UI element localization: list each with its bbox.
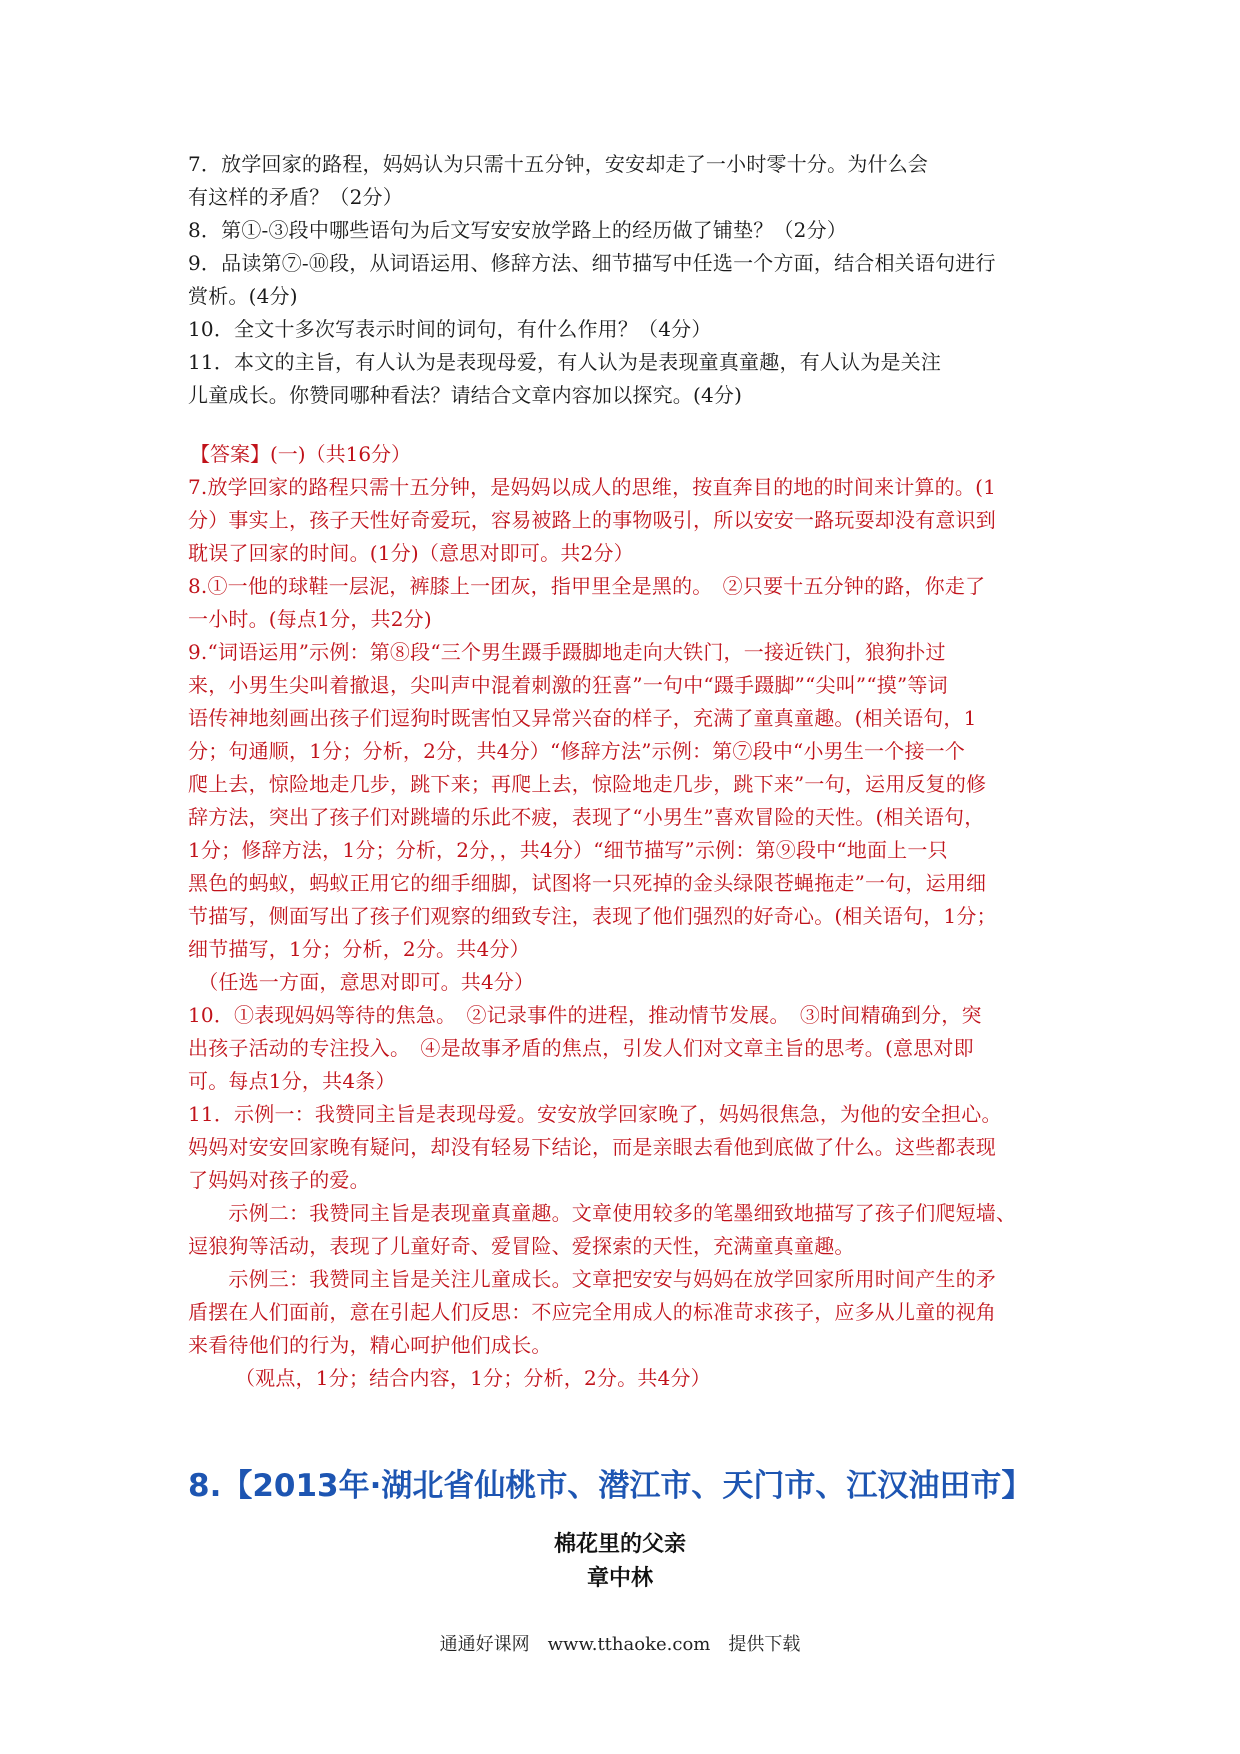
answer-line: （观点，1分；结合内容，1分；分析，2分。共4分） — [188, 1366, 711, 1390]
answer-line: 分）事实上，孩子天性好奇爱玩，容易被路上的事物吸引，所以安安一路玩耍却没有意识到 — [188, 508, 996, 532]
article-title: 棉花里的父亲 — [553, 1532, 686, 1557]
answer-line: 耽误了回家的时间。(1分)（意思对即可。共2分） — [188, 541, 634, 565]
question-line: 10．全文十多次写表示时间的词句，有什么作用？（4分） — [188, 317, 712, 341]
question-line: 11．本文的主旨，有人认为是表现母爱，有人认为是表现童真童趣，有人认为是关注 — [188, 350, 942, 374]
answer-line: 爬上去，惊险地走几步，跳下来；再爬上去，惊险地走几步，跳下来”一句，运用反复的修 — [188, 772, 987, 796]
answer-heading: 【答案】(一)（共16分） — [190, 442, 412, 466]
answer-line: 节描写，侧面写出了孩子们观察的细致专注，表现了他们强烈的好奇心。(相关语句，1分； — [188, 904, 997, 928]
section-title: 8.【2013年·湖北省仙桃市、潜江市、天门市、江汉油田市】 — [188, 1468, 1033, 1504]
answer-block — [188, 438, 1060, 1395]
answer-line: 出孩子活动的专注投入。 ④是故事矛盾的焦点，引发人们对文章主旨的思考。(意思对即 — [188, 1036, 974, 1060]
answer-line: 盾摆在人们面前，意在引起人们反思：不应完全用成人的标准苛求孩子，应多从儿童的视角 — [188, 1300, 996, 1324]
question-line: 有这样的矛盾？（2分） — [188, 185, 403, 209]
answer-line: 示例三：我赞同主旨是关注儿童成长。文章把安安与妈妈在放学回家所用时间产生的矛 — [188, 1267, 996, 1291]
question-line: 9．品读第⑦-⑩段，从词语运用、修辞方法、细节描写中任选一个方面，结合相关语句进行 — [188, 251, 996, 275]
answer-line: 细节描写，1分；分析，2分。共4分） — [188, 937, 530, 961]
answer-line: 逗狼狗等活动，表现了儿童好奇、爱冒险、爱探索的天性，充满童真童趣。 — [188, 1234, 855, 1258]
answer-line: 分；句通顺，1分；分析，2分，共4分）“修辞方法”示例：第⑦段中“小男生一个接一个 — [188, 739, 966, 763]
question-line: 7．放学回家的路程，妈妈认为只需十五分钟，安安却走了一小时零十分。为什么会 — [188, 152, 929, 176]
answer-line: 妈妈对安安回家晚有疑问，却没有轻易下结论，而是亲眼去看他到底做了什么。这些都表现 — [188, 1135, 996, 1159]
answer-line: （任选一方面，意思对即可。共4分） — [188, 970, 535, 994]
answer-line: 7.放学回家的路程只需十五分钟，是妈妈以成人的思维，按直奔目的地的时间来计算的。(1 — [188, 475, 997, 499]
answer-line: 来看待他们的行为，精心呵护他们成长。 — [188, 1333, 552, 1357]
answer-line: 9.“词语运用”示例：第⑧段“三个男生蹑手蹑脚地走向大铁门，一接近铁门，狼狗扑过 — [188, 640, 946, 664]
answer-line: 示例二：我赞同主旨是表现童真童趣。文章使用较多的笔墨细致地描写了孩子们爬短墙、 — [188, 1201, 1017, 1225]
answer-line: 辞方法，突出了孩子们对跳墙的乐此不疲，表现了“小男生”喜欢冒险的天性。(相关语句， — [188, 805, 985, 829]
question-line: 赏析。(4分) — [188, 284, 298, 308]
answer-line: 黑色的蚂蚁，蚂蚁正用它的细手细脚，试图将一只死掉的金头绿限苍蝇拖走”一句，运用细 — [188, 871, 987, 895]
answer-line: 11．示例一：我赞同主旨是表现母爱。安安放学回家晚了，妈妈很焦急，为他的安全担心。 — [188, 1102, 1002, 1126]
answer-line: 语传神地刻画出孩子们逗狗时既害怕又异常兴奋的样子，充满了童真童趣。(相关语句，1 — [188, 706, 977, 730]
question-line: 儿童成长。你赞同哪种看法？请结合文章内容加以探究。(4分) — [188, 383, 743, 407]
answer-line: 1分；修辞方法，1分；分析，2分，，共4分）“细节描写”示例：第⑨段中“地面上一只 — [188, 838, 948, 862]
answer-line: 可。每点1分，共4条） — [188, 1069, 396, 1093]
answer-line: 来，小男生尖叫着撤退，尖叫声中混着刺激的狂喜”一句中“蹑手蹑脚”“尖叫”“摸”等词 — [188, 673, 948, 697]
answer-line: 了妈妈对孩子的爱。 — [188, 1168, 370, 1192]
answer-line: 一小时。(每点1分，共2分) — [188, 607, 432, 631]
question-list — [188, 148, 1060, 412]
page-footer[interactable]: 通通好课网 www.tthaoke.com 提供下载 — [439, 1634, 801, 1655]
answer-line: 10．①表现妈妈等待的焦急。 ②记录事件的进程，推动情节发展。 ③时间精确到分，突 — [188, 1003, 982, 1027]
question-line: 8．第①-③段中哪些语句为后文写安安放学路上的经历做了铺垫？（2分） — [188, 218, 848, 242]
answer-line: 8.①一他的球鞋一层泥，裤膝上一团灰，指甲里全是黑的。 ②只要十五分钟的路，你走了 — [188, 574, 986, 598]
content-area — [188, 148, 1060, 1395]
article-author: 章中林 — [586, 1566, 653, 1591]
